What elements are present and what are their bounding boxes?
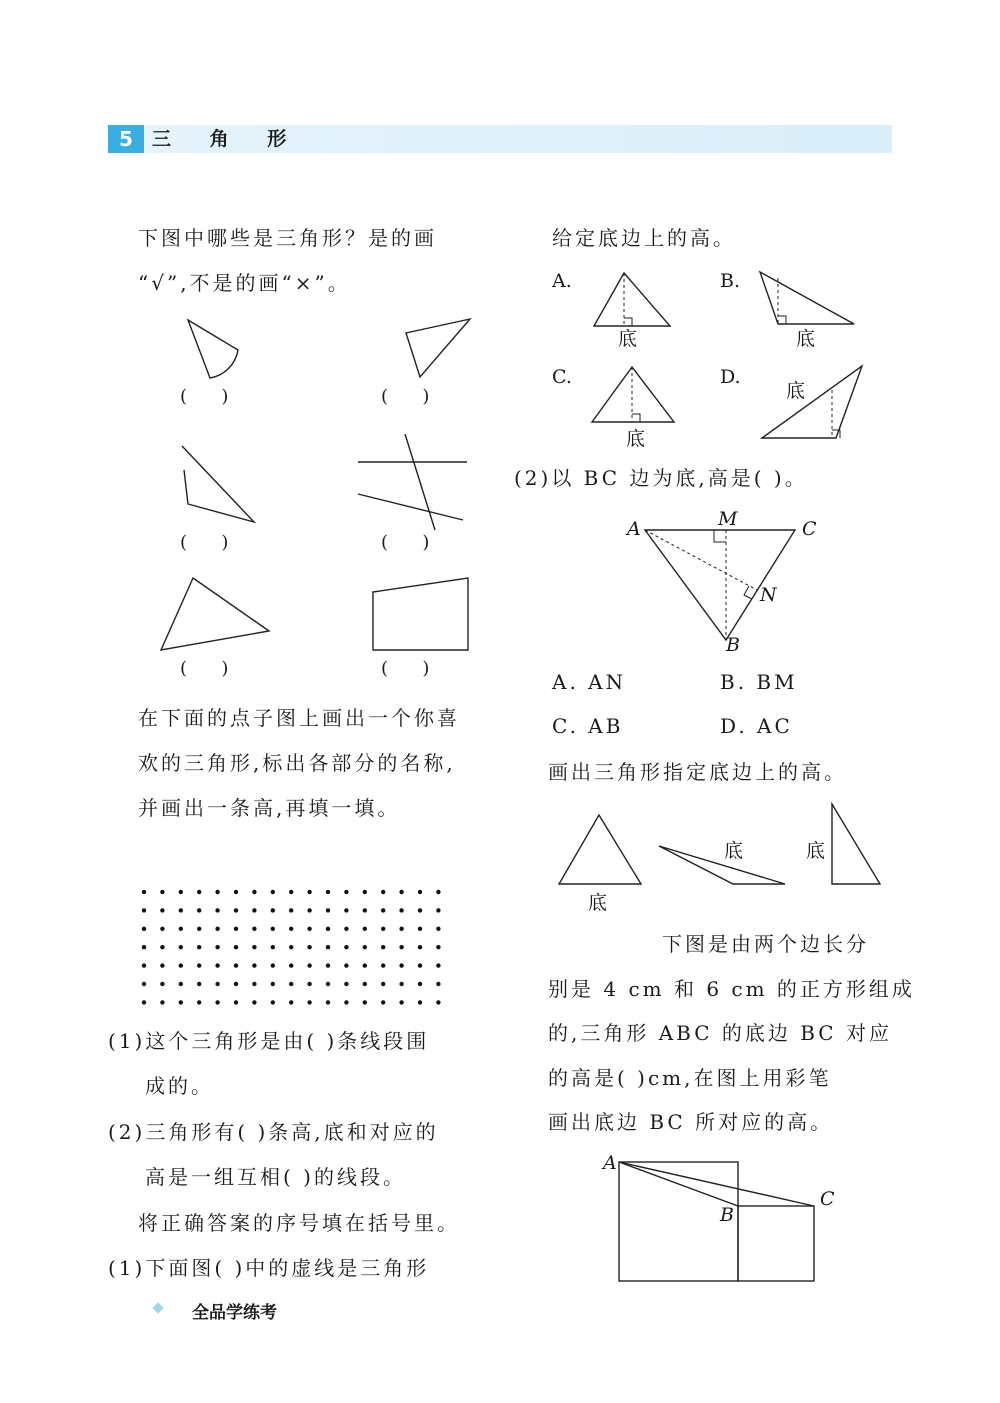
- grid-dot[interactable]: [252, 1000, 256, 1004]
- grid-dot[interactable]: [160, 982, 164, 986]
- answer-blank-3[interactable]: ( ): [180, 532, 229, 553]
- option-c-base-label: 底: [626, 428, 646, 450]
- grid-dot[interactable]: [215, 908, 219, 912]
- grid-dot[interactable]: [271, 927, 275, 931]
- grid-dot[interactable]: [307, 908, 311, 912]
- grid-dot[interactable]: [289, 982, 293, 986]
- grid-dot[interactable]: [436, 1000, 440, 1004]
- grid-dot[interactable]: [234, 945, 238, 949]
- grid-dot[interactable]: [215, 982, 219, 986]
- square-point-a-label: A: [603, 1152, 617, 1174]
- answer-blank-1[interactable]: ( ): [180, 386, 229, 407]
- grid-dot[interactable]: [418, 982, 422, 986]
- grid-dot[interactable]: [326, 890, 330, 894]
- grid-dot[interactable]: [363, 1000, 367, 1004]
- grid-dot[interactable]: [215, 963, 219, 967]
- grid-dot[interactable]: [307, 927, 311, 931]
- q2-text-line3: 并画出一条高,再填一填。: [138, 796, 401, 820]
- option-d-base-label: 底: [786, 380, 806, 402]
- grid-dot[interactable]: [381, 1000, 385, 1004]
- grid-dot[interactable]: [436, 982, 440, 986]
- grid-dot[interactable]: [418, 890, 422, 894]
- choice-a: A. AN: [552, 670, 627, 694]
- grid-dot[interactable]: [142, 963, 146, 967]
- option-d-triangle: [758, 364, 866, 442]
- q1-text-line1: 下图中哪些是三角形？是的画: [138, 226, 437, 250]
- q5-line3: 的,三角形 ABC 的底边 BC 对应: [548, 1021, 892, 1045]
- grid-dot[interactable]: [234, 1000, 238, 1004]
- grid-dot[interactable]: [234, 908, 238, 912]
- option-a-label: A.: [552, 270, 572, 292]
- grid-dot[interactable]: [381, 908, 385, 912]
- grid-dot[interactable]: [252, 982, 256, 986]
- grid-dot[interactable]: [326, 1000, 330, 1004]
- option-c-triangle: [588, 364, 678, 426]
- square-point-c-label: C: [820, 1188, 835, 1210]
- grid-dot[interactable]: [418, 963, 422, 967]
- grid-dot[interactable]: [197, 945, 201, 949]
- q3-sub1-line1: (1)下面图( )中的虚线是三角形: [108, 1256, 430, 1280]
- grid-dot[interactable]: [307, 890, 311, 894]
- chapter-title: 三 角 形: [152, 128, 303, 150]
- q4-text: 画出三角形指定底边上的高。: [548, 760, 847, 784]
- q1-text-line2: “√”,不是的画“×”。: [138, 271, 351, 295]
- grid-dot[interactable]: [215, 927, 219, 931]
- grid-dot[interactable]: [271, 982, 275, 986]
- q3-text: 将正确答案的序号填在括号里。: [138, 1211, 460, 1235]
- grid-dot[interactable]: [418, 908, 422, 912]
- point-m-label: M: [718, 508, 738, 530]
- grid-dot[interactable]: [363, 945, 367, 949]
- grid-dot[interactable]: [307, 963, 311, 967]
- grid-dot[interactable]: [418, 945, 422, 949]
- grid-dot[interactable]: [234, 982, 238, 986]
- fill2-line2: 高是一组互相( )的线段。: [145, 1165, 406, 1189]
- q4-triangle-3: [826, 802, 884, 888]
- grid-dot[interactable]: [344, 1000, 348, 1004]
- grid-dot[interactable]: [234, 963, 238, 967]
- grid-dot[interactable]: [179, 982, 183, 986]
- point-n-label: N: [760, 584, 777, 606]
- grid-dot[interactable]: [326, 963, 330, 967]
- grid-dot[interactable]: [289, 963, 293, 967]
- grid-dot[interactable]: [271, 890, 275, 894]
- q5-line5: 画出底边 BC 所对应的高。: [548, 1110, 834, 1134]
- grid-dot[interactable]: [160, 908, 164, 912]
- answer-blank-4[interactable]: ( ): [381, 532, 430, 553]
- grid-dot[interactable]: [271, 1000, 275, 1004]
- grid-dot[interactable]: [289, 908, 293, 912]
- q4-triangle-2-base-label: 底: [724, 840, 744, 862]
- grid-dot[interactable]: [289, 1000, 293, 1004]
- grid-dot[interactable]: [252, 927, 256, 931]
- grid-dot[interactable]: [344, 908, 348, 912]
- point-b-label: B: [726, 634, 740, 656]
- grid-dot[interactable]: [142, 945, 146, 949]
- dot-grid[interactable]: [138, 886, 450, 1008]
- two-squares-diagram: [615, 1158, 819, 1284]
- grid-dot[interactable]: [160, 927, 164, 931]
- grid-dot[interactable]: [252, 963, 256, 967]
- triangle-abc-diagram: [640, 520, 800, 644]
- grid-dot[interactable]: [197, 1000, 201, 1004]
- grid-dot[interactable]: [179, 1000, 183, 1004]
- grid-dot[interactable]: [160, 963, 164, 967]
- grid-dot[interactable]: [363, 927, 367, 931]
- grid-dot[interactable]: [289, 927, 293, 931]
- q4-triangle-1-base-label: 底: [588, 892, 608, 914]
- grid-dot[interactable]: [399, 1000, 403, 1004]
- grid-dot[interactable]: [142, 890, 146, 894]
- grid-dot[interactable]: [179, 945, 183, 949]
- grid-dot[interactable]: [307, 945, 311, 949]
- grid-dot[interactable]: [381, 982, 385, 986]
- fill1-line2: 成的。: [145, 1074, 214, 1098]
- shape-sector: [180, 312, 250, 384]
- option-a-triangle: [590, 270, 674, 330]
- grid-dot[interactable]: [363, 908, 367, 912]
- grid-dot[interactable]: [142, 982, 146, 986]
- grid-dot[interactable]: [160, 1000, 164, 1004]
- grid-dot[interactable]: [197, 982, 201, 986]
- grid-dot[interactable]: [436, 890, 440, 894]
- option-b-base-label: 底: [796, 328, 816, 350]
- grid-dot[interactable]: [399, 945, 403, 949]
- chapter-number-badge: 5: [108, 125, 144, 153]
- shape-triangle-1: [396, 313, 476, 383]
- option-b-label: B.: [720, 270, 741, 292]
- q3-sub2-text: (2)以 BC 边为底,高是( )。: [514, 466, 808, 490]
- answer-blank-5[interactable]: ( ): [180, 658, 229, 679]
- q4-triangle-2: [655, 842, 789, 888]
- footer-brand: 全品学练考: [192, 1303, 277, 1323]
- grid-dot[interactable]: [289, 890, 293, 894]
- grid-dot[interactable]: [271, 963, 275, 967]
- grid-dot[interactable]: [252, 890, 256, 894]
- grid-dot[interactable]: [399, 927, 403, 931]
- footer-diamond-icon: [152, 1302, 163, 1313]
- point-c-label: C: [802, 518, 817, 540]
- shape-crossing-lines: [355, 432, 470, 532]
- q4-triangle-3-base-label: 底: [806, 840, 826, 862]
- grid-dot[interactable]: [436, 963, 440, 967]
- grid-dot[interactable]: [179, 927, 183, 931]
- choice-c: C. AB: [552, 714, 624, 738]
- point-a-label: A: [627, 518, 641, 540]
- grid-dot[interactable]: [289, 945, 293, 949]
- grid-dot[interactable]: [307, 1000, 311, 1004]
- grid-dot[interactable]: [326, 908, 330, 912]
- answer-blank-6[interactable]: ( ): [381, 658, 430, 679]
- grid-dot[interactable]: [363, 982, 367, 986]
- grid-dot[interactable]: [418, 1000, 422, 1004]
- grid-dot[interactable]: [381, 963, 385, 967]
- option-b-triangle: [756, 270, 858, 330]
- shape-triangle-2: [156, 574, 276, 654]
- grid-dot[interactable]: [344, 945, 348, 949]
- grid-dot[interactable]: [271, 908, 275, 912]
- answer-blank-2[interactable]: ( ): [381, 386, 430, 407]
- option-a-base-label: 底: [618, 328, 638, 350]
- option-d-label: D.: [720, 366, 741, 388]
- grid-dot[interactable]: [399, 890, 403, 894]
- grid-dot[interactable]: [326, 982, 330, 986]
- grid-dot[interactable]: [197, 963, 201, 967]
- grid-dot[interactable]: [160, 945, 164, 949]
- grid-dot[interactable]: [252, 945, 256, 949]
- grid-dot[interactable]: [344, 982, 348, 986]
- grid-dot[interactable]: [399, 963, 403, 967]
- grid-dot[interactable]: [399, 982, 403, 986]
- shape-quadrilateral: [370, 576, 474, 654]
- q5-line1: 下图是由两个边长分: [662, 932, 869, 956]
- grid-dot[interactable]: [344, 890, 348, 894]
- grid-dot[interactable]: [142, 908, 146, 912]
- grid-dot[interactable]: [234, 927, 238, 931]
- grid-dot[interactable]: [271, 945, 275, 949]
- grid-dot[interactable]: [436, 908, 440, 912]
- option-c-label: C.: [552, 366, 572, 388]
- grid-dot[interactable]: [179, 963, 183, 967]
- grid-dot[interactable]: [363, 890, 367, 894]
- grid-dot[interactable]: [197, 927, 201, 931]
- grid-dot[interactable]: [179, 890, 183, 894]
- grid-dot[interactable]: [215, 945, 219, 949]
- q5-line4: 的高是( )cm,在图上用彩笔: [548, 1066, 832, 1090]
- grid-dot[interactable]: [215, 1000, 219, 1004]
- grid-dot[interactable]: [326, 945, 330, 949]
- grid-dot[interactable]: [326, 927, 330, 931]
- choice-b: B. BM: [720, 670, 798, 694]
- q5-line2: 别是 4 cm 和 6 cm 的正方形组成: [548, 977, 915, 1001]
- grid-dot[interactable]: [179, 908, 183, 912]
- grid-dot[interactable]: [399, 908, 403, 912]
- grid-dot[interactable]: [381, 945, 385, 949]
- grid-dot[interactable]: [344, 927, 348, 931]
- grid-dot[interactable]: [344, 963, 348, 967]
- fill1-line1: (1)这个三角形是由( )条线段围: [108, 1029, 430, 1053]
- grid-dot[interactable]: [363, 963, 367, 967]
- grid-dot[interactable]: [234, 890, 238, 894]
- choice-d: D. AC: [720, 714, 793, 738]
- grid-dot[interactable]: [142, 927, 146, 931]
- grid-dot[interactable]: [436, 945, 440, 949]
- grid-dot[interactable]: [307, 982, 311, 986]
- shape-open-figure: [176, 440, 260, 526]
- q2-text-line1: 在下面的点子图上画出一个你喜: [138, 706, 460, 730]
- grid-dot[interactable]: [381, 927, 385, 931]
- grid-dot[interactable]: [215, 890, 219, 894]
- grid-dot[interactable]: [197, 908, 201, 912]
- q3-sub1-line2: 给定底边上的高。: [552, 226, 736, 250]
- q4-triangle-1: [555, 812, 645, 888]
- fill2-line1: (2)三角形有( )条高,底和对应的: [108, 1120, 439, 1144]
- grid-dot[interactable]: [160, 890, 164, 894]
- grid-dot[interactable]: [418, 927, 422, 931]
- square-point-b-label: B: [720, 1204, 734, 1226]
- grid-dot[interactable]: [436, 927, 440, 931]
- grid-dot[interactable]: [252, 908, 256, 912]
- q2-text-line2: 欢的三角形,标出各部分的名称,: [138, 751, 456, 775]
- grid-dot[interactable]: [197, 890, 201, 894]
- grid-dot[interactable]: [381, 890, 385, 894]
- grid-dot[interactable]: [142, 1000, 146, 1004]
